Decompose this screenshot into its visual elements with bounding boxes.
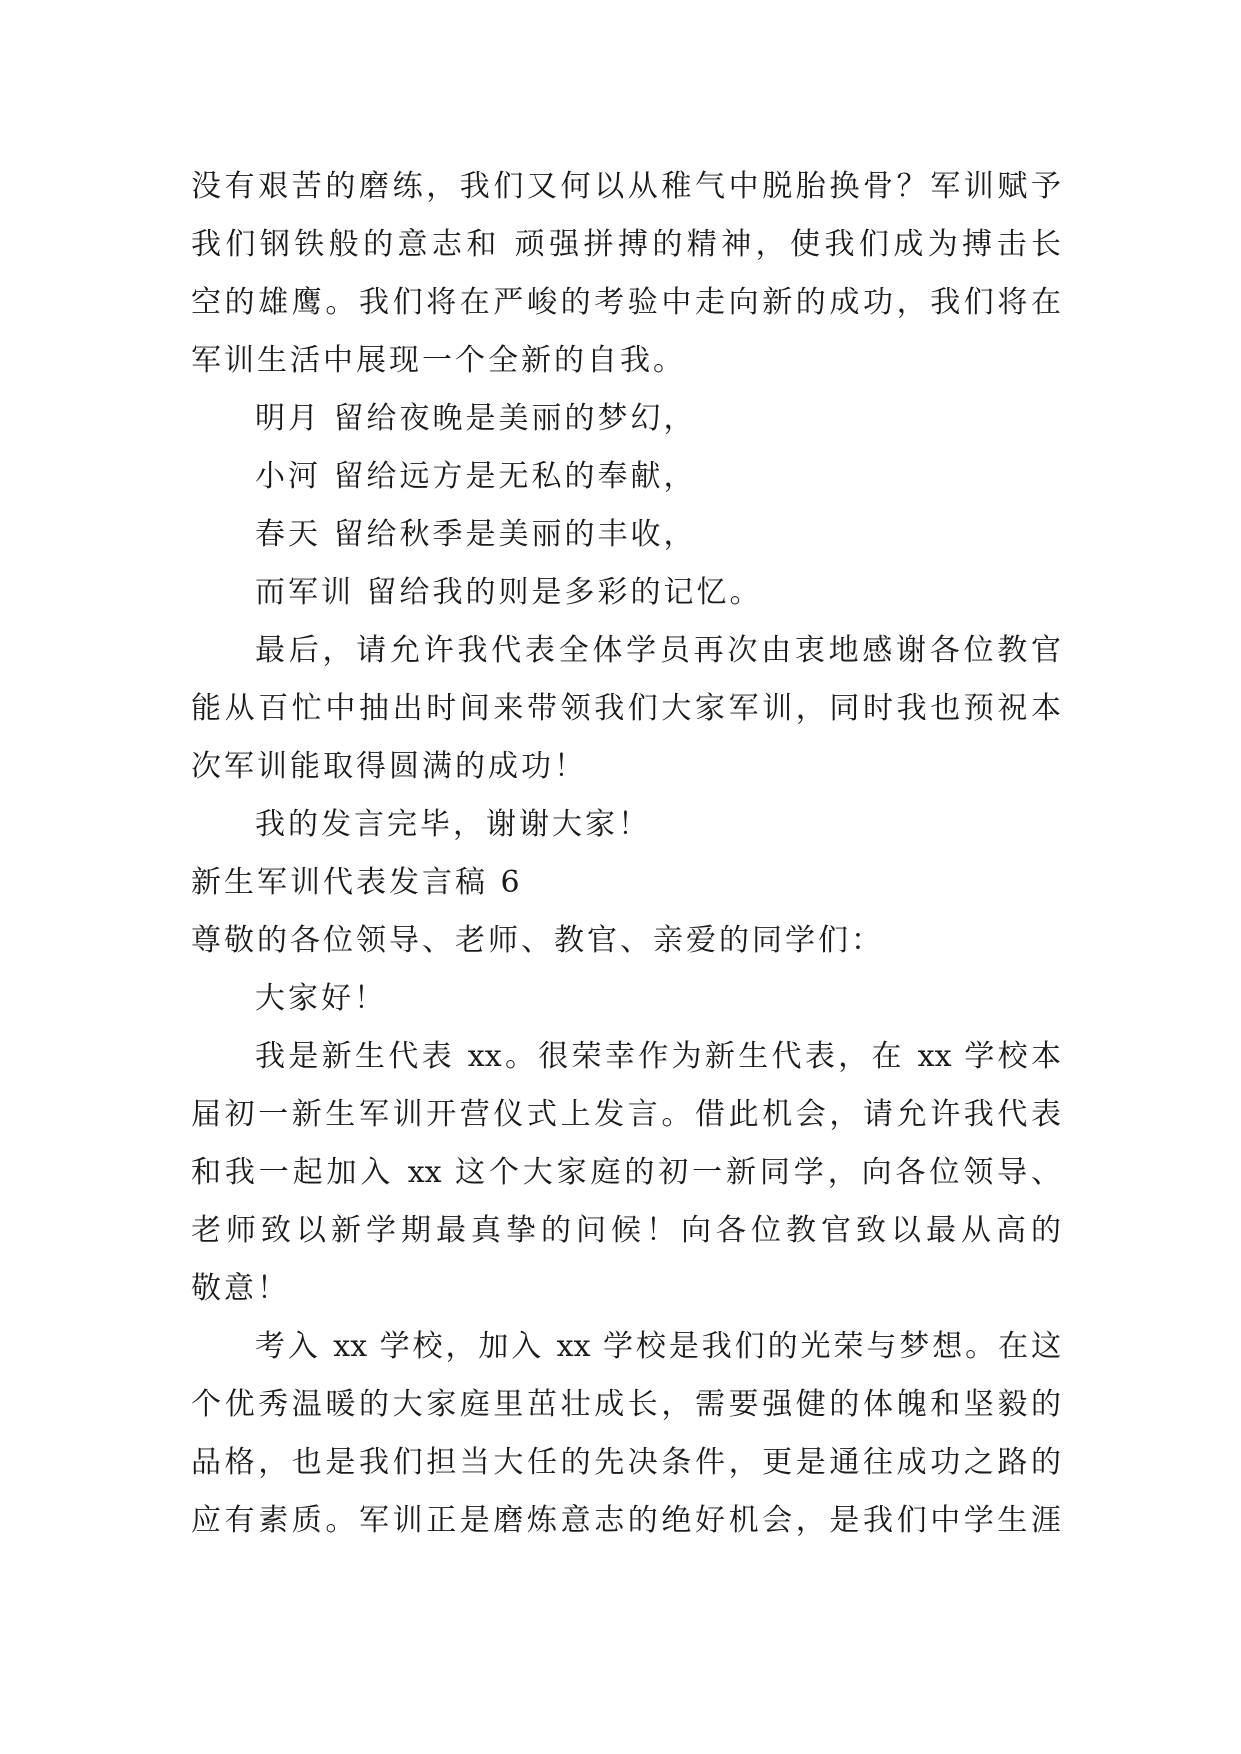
text-line: 明月 留给夜晚是美丽的梦幻， [255, 401, 697, 436]
text-line: 空的雄鹰。我们将在严峻的考验中走向新的成功，我们将在 [191, 285, 1061, 320]
text-line: 没有艰苦的磨练，我们又何以从稚气中脱胎换骨？军训赋予 [191, 169, 1061, 204]
text-line: 军训生活中展现一个全新的自我。 [191, 343, 686, 378]
text-line: 应有素质。军训正是磨炼意志的绝好机会，是我们中学生涯 [191, 1503, 1061, 1538]
document-body [191, 158, 1061, 1550]
text-line: 春天 留给秋季是美丽的丰收， [255, 517, 697, 552]
text-line: 敬意！ [191, 1271, 290, 1306]
text-line: 小河 留给远方是无私的奉献， [255, 459, 697, 494]
text-line: 和我一起加入 xx 这个大家庭的初一新同学，向各位领导、 [191, 1155, 1061, 1190]
text-line: 我的发言完毕，谢谢大家！ [255, 807, 651, 842]
text-line: 新生军训代表发言稿 6 [191, 865, 523, 900]
text-line: 我们钢铁般的意志和 顽强拼搏的精神，使我们成为搏击长 [191, 227, 1061, 262]
text-line: 我是新生代表 xx。很荣幸作为新生代表，在 xx 学校本 [255, 1039, 1061, 1074]
text-line: 能从百忙中抽出时间来带领我们大家军训，同时我也预祝本 [191, 691, 1061, 726]
text-line: 最后，请允许我代表全体学员再次由衷地感谢各位教官 [255, 633, 1061, 668]
text-line: 老师致以新学期最真挚的问候！向各位教官致以最从高的 [191, 1213, 1061, 1248]
text-line: 大家好！ [255, 981, 387, 1016]
text-line: 次军训能取得圆满的成功！ [191, 749, 587, 784]
text-line: 而军训 留给我的则是多彩的记忆。 [255, 575, 763, 610]
text-line: 尊敬的各位领导、老师、教官、亲爱的同学们： [191, 923, 884, 958]
text-line: 品格，也是我们担当大任的先决条件，更是通往成功之路的 [191, 1445, 1061, 1480]
text-line: 届初一新生军训开营仪式上发言。借此机会，请允许我代表 [191, 1097, 1061, 1132]
text-line: 个优秀温暖的大家庭里茁壮成长，需要强健的体魄和坚毅的 [191, 1387, 1061, 1422]
text-line: 考入 xx 学校，加入 xx 学校是我们的光荣与梦想。在这 [255, 1329, 1061, 1364]
